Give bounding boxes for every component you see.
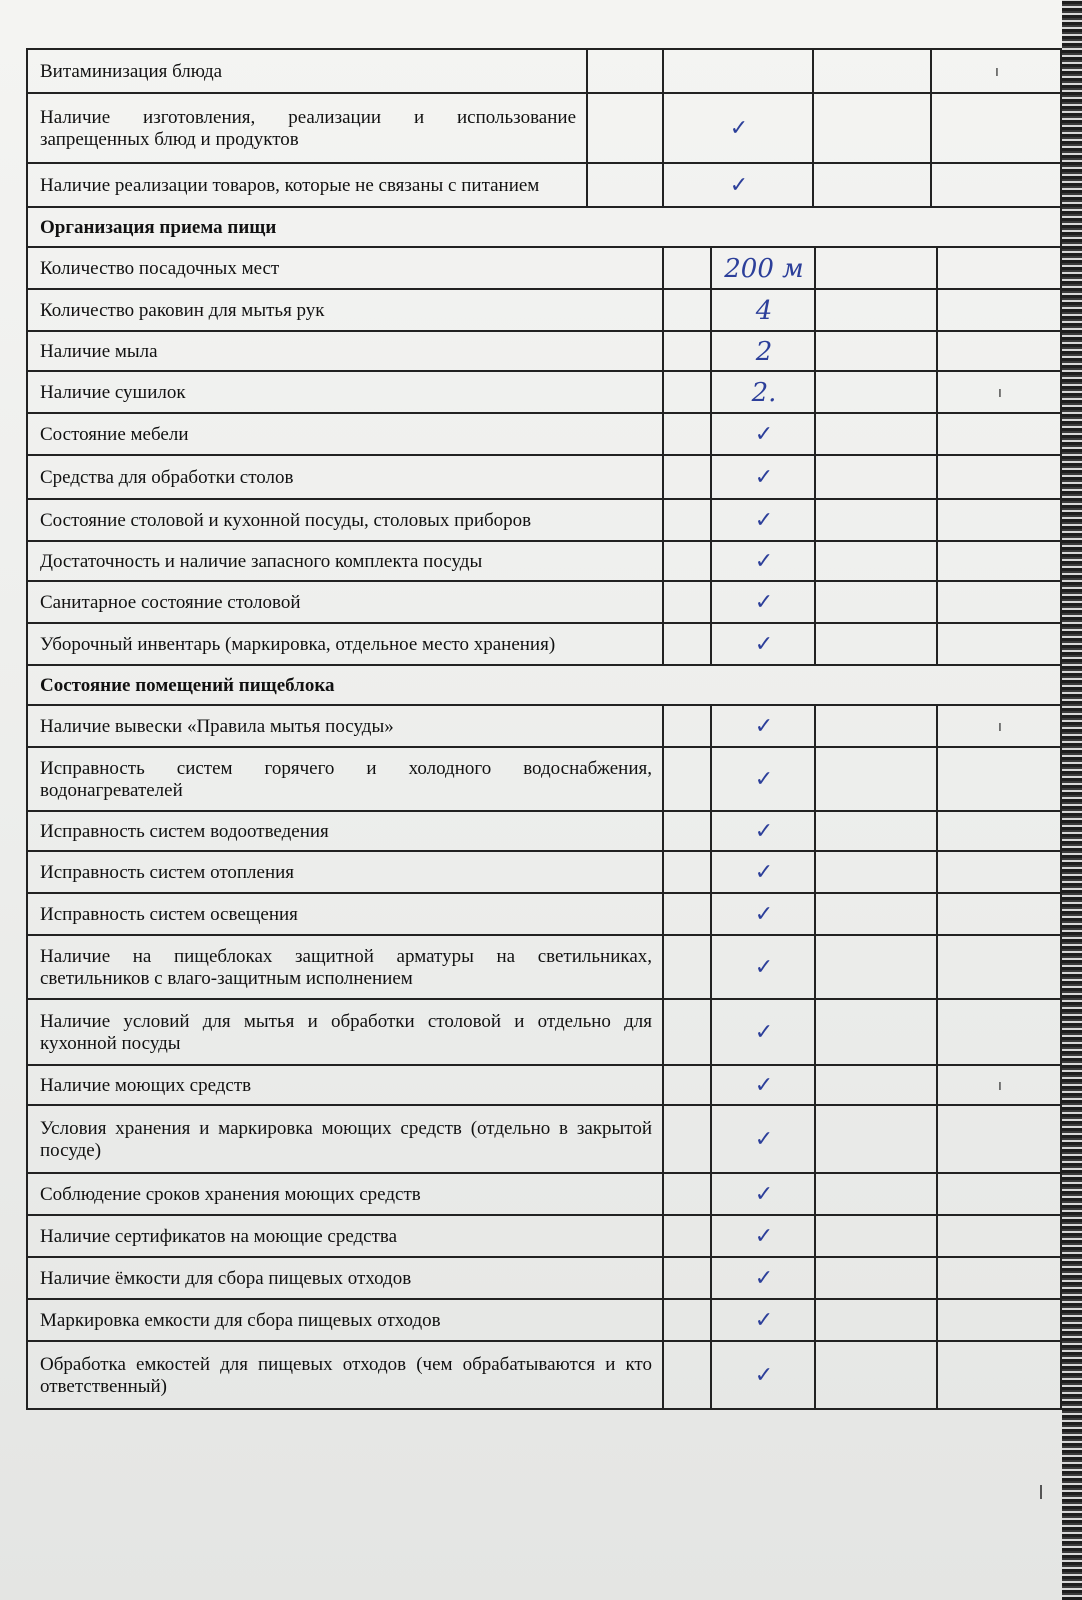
empty-column-cell	[816, 500, 938, 540]
empty-column-cell	[816, 456, 938, 498]
empty-column-cell	[816, 936, 938, 998]
handwritten-checkmark	[664, 50, 814, 92]
criterion-label	[28, 1258, 664, 1298]
pencil-tick-mark	[932, 164, 1062, 206]
criterion-text: Достаточность и наличие запасного комплекта посуды	[40, 550, 483, 572]
criterion-label	[28, 248, 664, 288]
checklist-row	[28, 92, 1062, 162]
pencil-tick-mark	[932, 94, 1062, 162]
checklist-row	[28, 1172, 1062, 1214]
handwritten-checkmark: ✓	[712, 894, 816, 934]
pencil-tick-mark	[938, 936, 1062, 998]
checklist-row	[28, 412, 1062, 454]
criterion-label	[28, 456, 664, 498]
pencil-tick-mark	[938, 542, 1062, 580]
empty-column-cell	[664, 542, 712, 580]
pencil-tick-mark: ı	[938, 1066, 1062, 1104]
empty-column-cell	[588, 50, 664, 92]
criterion-label	[28, 332, 664, 370]
checklist-row	[28, 454, 1062, 498]
checklist-row	[28, 330, 1062, 370]
checklist-row	[28, 370, 1062, 412]
criterion-text: Соблюдение сроков хранения моющих средств	[40, 1183, 421, 1205]
criterion-text: Наличие мыла	[40, 340, 158, 362]
handwritten-checkmark: ✓	[712, 624, 816, 664]
handwritten-checkmark: ✓	[712, 812, 816, 850]
pencil-tick-mark	[938, 1174, 1062, 1214]
section-title: Организация приема пищи	[28, 208, 1062, 246]
checklist-row	[28, 162, 1062, 206]
criterion-label	[28, 290, 664, 330]
empty-column-cell	[816, 852, 938, 892]
empty-column-cell	[816, 542, 938, 580]
criterion-label	[28, 1216, 664, 1256]
pencil-tick-mark	[938, 582, 1062, 622]
checklist-row	[28, 622, 1062, 664]
pencil-tick-mark	[938, 1342, 1062, 1408]
pencil-tick-mark: ı	[938, 372, 1062, 412]
section-header-row	[28, 664, 1062, 704]
criterion-text: Наличие моющих средств	[40, 1074, 252, 1096]
empty-column-cell	[664, 706, 712, 746]
criterion-text: Исправность систем водоотведения	[40, 820, 329, 842]
criterion-label	[28, 706, 664, 746]
empty-column-cell	[664, 1300, 712, 1340]
pencil-tick-mark	[938, 624, 1062, 664]
checklist-row	[28, 48, 1062, 92]
checklist-row	[28, 288, 1062, 330]
checklist-row	[28, 704, 1062, 746]
criterion-label	[28, 500, 664, 540]
empty-column-cell	[816, 1300, 938, 1340]
criterion-label	[28, 582, 664, 622]
criterion-text: Обработка емкостей для пищевых отходов (чем обрабатываются и кто ответственный)	[40, 1353, 652, 1397]
pencil-tick-mark	[938, 456, 1062, 498]
pencil-tick-mark	[938, 1258, 1062, 1298]
criterion-text: Исправность систем горячего и холодного водоснабжения, водонагревателей	[40, 757, 652, 801]
criterion-text: Наличие ёмкости для сбора пищевых отходов	[40, 1267, 412, 1289]
empty-column-cell	[664, 582, 712, 622]
criterion-text: Наличие вывески «Правила мытья посуды»	[40, 715, 394, 737]
empty-column-cell	[664, 748, 712, 810]
empty-column-cell	[664, 1258, 712, 1298]
criterion-text: Средства для обработки столов	[40, 466, 294, 488]
empty-column-cell	[664, 1106, 712, 1172]
checklist-row	[28, 1214, 1062, 1256]
criterion-label	[28, 624, 664, 664]
criterion-text: Наличие на пищеблоках защитной арматуры на светильниках, светильников с влаго-защитным исполнением	[40, 945, 652, 989]
checklist-row	[28, 1064, 1062, 1104]
criterion-text: Наличие изготовления, реализации и использование запрещенных блюд и продуктов	[40, 106, 576, 150]
empty-column-cell	[664, 1000, 712, 1064]
pencil-tick-mark	[938, 852, 1062, 892]
empty-column-cell	[816, 624, 938, 664]
empty-column-cell	[664, 332, 712, 370]
handwritten-checkmark: ✓	[712, 1174, 816, 1214]
checklist-row	[28, 1340, 1062, 1408]
handwritten-checkmark: ✓	[712, 1216, 816, 1256]
criterion-text: Исправность систем отопления	[40, 861, 295, 883]
empty-column-cell	[816, 894, 938, 934]
criterion-text: Количество посадочных мест	[40, 257, 280, 279]
empty-column-cell	[664, 290, 712, 330]
handwritten-checkmark: ✓	[712, 706, 816, 746]
handwritten-checkmark: ✓	[712, 1106, 816, 1172]
handwritten-checkmark: ✓	[712, 936, 816, 998]
pencil-tick-mark	[938, 500, 1062, 540]
criterion-text: Состояние мебели	[40, 423, 189, 445]
checklist-row	[28, 934, 1062, 998]
checklist-row	[28, 810, 1062, 850]
empty-column-cell	[814, 50, 932, 92]
inspection-checklist-table	[26, 48, 1062, 1410]
pencil-tick-mark	[938, 1216, 1062, 1256]
handwritten-checkmark: ✓	[712, 1342, 816, 1408]
checklist-row	[28, 246, 1062, 288]
criterion-text: Санитарное состояние столовой	[40, 591, 301, 613]
empty-column-cell	[814, 164, 932, 206]
checklist-row	[28, 498, 1062, 540]
empty-column-cell	[664, 936, 712, 998]
empty-column-cell	[664, 248, 712, 288]
handwritten-checkmark: ✓	[712, 414, 816, 454]
checklist-row	[28, 850, 1062, 892]
criterion-text: Условия хранения и маркировка моющих средств (отдельно в закрытой посуде)	[40, 1117, 652, 1161]
empty-column-cell	[664, 852, 712, 892]
criterion-text: Маркировка емкости для сбора пищевых отходов	[40, 1309, 441, 1331]
empty-column-cell	[664, 812, 712, 850]
handwritten-checkmark: ✓	[712, 1300, 816, 1340]
handwritten-checkmark: ✓	[712, 456, 816, 498]
criterion-label	[28, 852, 664, 892]
checklist-row	[28, 540, 1062, 580]
empty-column-cell	[816, 812, 938, 850]
empty-column-cell	[816, 248, 938, 288]
stray-mark	[1040, 1485, 1042, 1499]
empty-column-cell	[816, 748, 938, 810]
handwritten-checkmark: ✓	[712, 1000, 816, 1064]
pencil-tick-mark: ı	[932, 50, 1062, 92]
empty-column-cell	[664, 372, 712, 412]
empty-column-cell	[664, 624, 712, 664]
handwritten-checkmark: ✓	[712, 1066, 816, 1104]
criterion-label	[28, 1106, 664, 1172]
pencil-tick-mark	[938, 414, 1062, 454]
criterion-label	[28, 1300, 664, 1340]
pencil-tick-mark	[938, 290, 1062, 330]
pencil-tick-mark	[938, 1000, 1062, 1064]
criterion-text: Состояние столовой и кухонной посуды, столовых приборов	[40, 509, 532, 531]
empty-column-cell	[664, 894, 712, 934]
empty-column-cell	[816, 414, 938, 454]
criterion-label	[28, 414, 664, 454]
checklist-row	[28, 746, 1062, 810]
empty-column-cell	[816, 1066, 938, 1104]
empty-column-cell	[816, 290, 938, 330]
empty-column-cell	[588, 94, 664, 162]
empty-column-cell	[664, 1216, 712, 1256]
checklist-row	[28, 1298, 1062, 1340]
criterion-label	[28, 1174, 664, 1214]
criterion-text: Наличие сертификатов на моющие средства	[40, 1225, 398, 1247]
paper-edge	[1062, 0, 1082, 1600]
checklist-row	[28, 1104, 1062, 1172]
empty-column-cell	[814, 94, 932, 162]
criterion-label	[28, 50, 588, 92]
empty-column-cell	[664, 456, 712, 498]
pencil-tick-mark: ı	[938, 706, 1062, 746]
empty-column-cell	[664, 1342, 712, 1408]
handwritten-value: 2.	[712, 372, 816, 412]
empty-column-cell	[816, 332, 938, 370]
empty-column-cell	[816, 1174, 938, 1214]
criterion-label	[28, 936, 664, 998]
handwritten-value: 4	[712, 290, 816, 330]
criterion-label	[28, 748, 664, 810]
handwritten-value: 200 м	[712, 248, 816, 288]
section-title: Состояние помещений пищеблока	[28, 666, 1062, 704]
empty-column-cell	[816, 1258, 938, 1298]
empty-column-cell	[816, 582, 938, 622]
empty-column-cell	[588, 164, 664, 206]
criterion-text: Количество раковин для мытья рук	[40, 299, 325, 321]
pencil-tick-mark	[938, 332, 1062, 370]
criterion-label	[28, 1342, 664, 1408]
criterion-label	[28, 542, 664, 580]
pencil-tick-mark	[938, 1300, 1062, 1340]
handwritten-checkmark: ✓	[712, 748, 816, 810]
criterion-label	[28, 1000, 664, 1064]
criterion-text: Наличие реализации товаров, которые не связаны с питанием	[40, 174, 540, 196]
criterion-text: Исправность систем освещения	[40, 903, 298, 925]
section-header-row	[28, 206, 1062, 246]
pencil-tick-mark	[938, 248, 1062, 288]
empty-column-cell	[816, 706, 938, 746]
criterion-label	[28, 812, 664, 850]
empty-column-cell	[816, 1342, 938, 1408]
empty-column-cell	[664, 1174, 712, 1214]
empty-column-cell	[816, 372, 938, 412]
criterion-label	[28, 372, 664, 412]
criterion-text: Наличие условий для мытья и обработки столовой и отдельно для кухонной посуды	[40, 1010, 652, 1054]
empty-column-cell	[816, 1106, 938, 1172]
criterion-label	[28, 1066, 664, 1104]
checklist-row	[28, 998, 1062, 1064]
empty-column-cell	[816, 1216, 938, 1256]
pencil-tick-mark	[938, 1106, 1062, 1172]
handwritten-checkmark: ✓	[712, 1258, 816, 1298]
criterion-text: Витаминизация блюда	[40, 60, 223, 82]
handwritten-checkmark: ✓	[712, 582, 816, 622]
criterion-label	[28, 894, 664, 934]
criterion-text: Уборочный инвентарь (маркировка, отдельное место хранения)	[40, 633, 556, 655]
empty-column-cell	[816, 1000, 938, 1064]
criterion-label	[28, 164, 588, 206]
handwritten-value: 2	[712, 332, 816, 370]
checklist-row	[28, 892, 1062, 934]
criterion-label	[28, 94, 588, 162]
empty-column-cell	[664, 414, 712, 454]
checklist-row	[28, 580, 1062, 622]
empty-column-cell	[664, 1066, 712, 1104]
handwritten-checkmark: ✓	[712, 542, 816, 580]
handwritten-checkmark: ✓	[664, 94, 814, 162]
empty-column-cell	[664, 500, 712, 540]
handwritten-checkmark: ✓	[712, 500, 816, 540]
criterion-text: Наличие сушилок	[40, 381, 186, 403]
handwritten-checkmark: ✓	[664, 164, 814, 206]
handwritten-checkmark: ✓	[712, 852, 816, 892]
checklist-row	[28, 1256, 1062, 1298]
pencil-tick-mark	[938, 812, 1062, 850]
pencil-tick-mark	[938, 748, 1062, 810]
pencil-tick-mark	[938, 894, 1062, 934]
